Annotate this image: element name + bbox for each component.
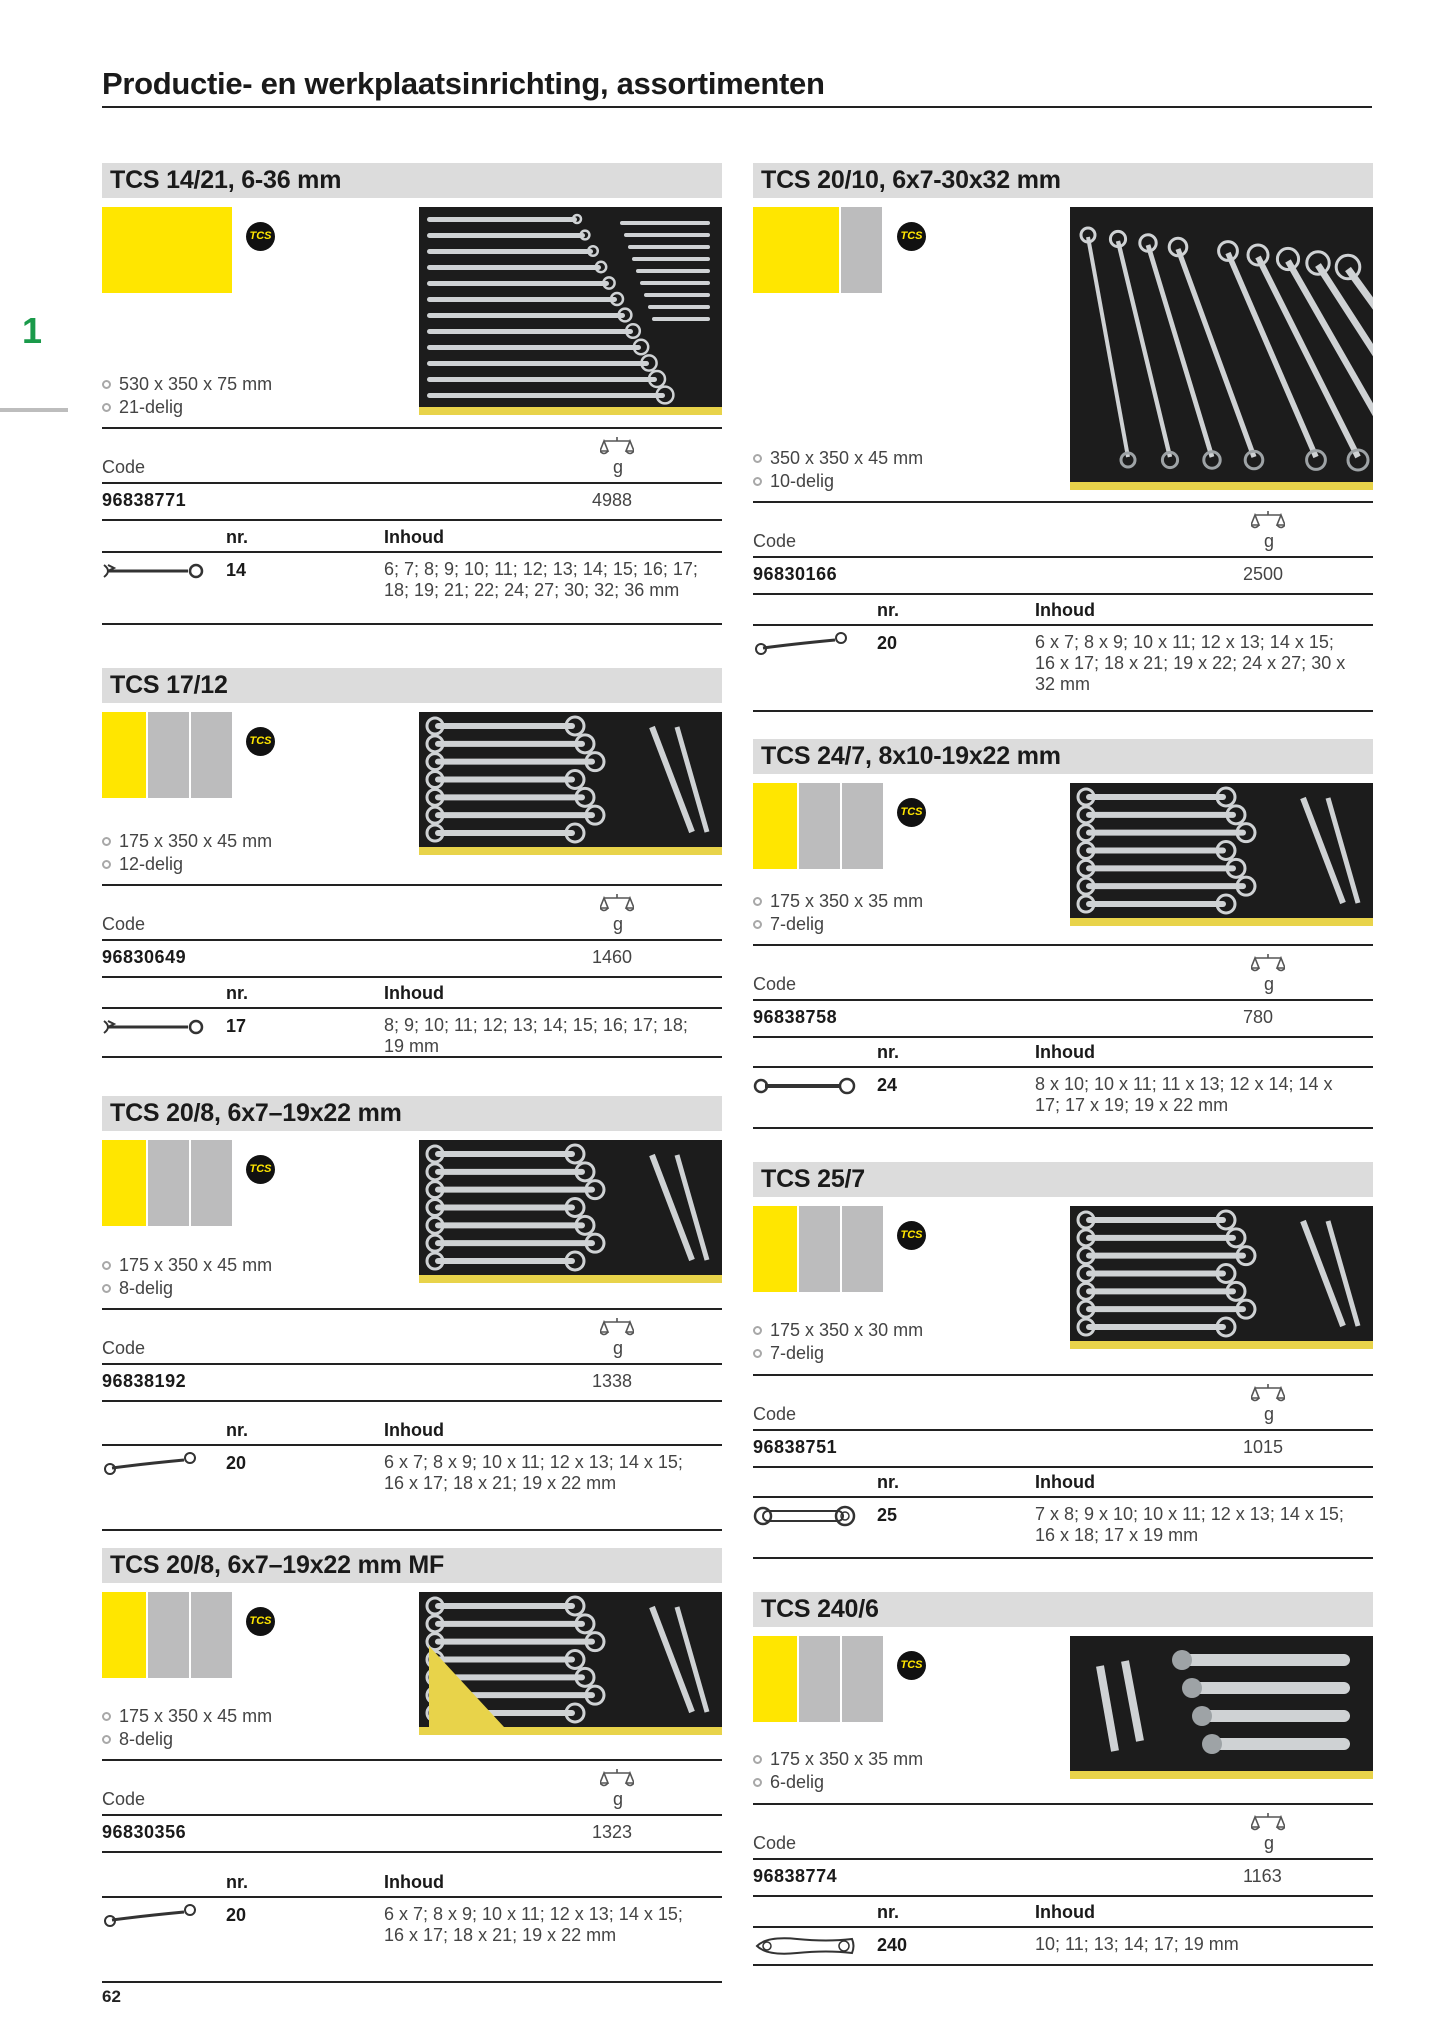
product-specs: [753, 1319, 923, 1365]
table-row: [753, 1001, 1373, 1038]
tcs-logo-icon: TCS: [246, 727, 275, 756]
code-label: Code: [102, 914, 146, 934]
table-row: [753, 558, 1373, 595]
color-swatch-gray: [839, 207, 882, 293]
weight-value: 1323: [592, 1822, 633, 1842]
article-code: 96830356: [102, 1822, 187, 1842]
code-table: [102, 427, 722, 521]
tool-number: 20: [226, 1905, 247, 1925]
contents-table: [753, 1040, 1373, 1129]
contents-table: [102, 1418, 722, 1531]
weight-value: 1460: [592, 947, 633, 967]
double-ring-wrench-icon: [102, 1904, 206, 1928]
section-title: TCS 14/21, 6-36 mm: [102, 163, 722, 198]
part-count: 7-delig: [770, 1343, 825, 1363]
color-swatch-gray: [189, 1140, 232, 1226]
color-swatches: [753, 783, 883, 869]
product-specs: [102, 373, 272, 419]
code-table: [753, 501, 1373, 595]
combination-wrench-icon: [102, 559, 206, 583]
article-code: 96830166: [753, 564, 838, 584]
part-count: 10-delig: [770, 471, 835, 491]
bullet-icon: [753, 1778, 762, 1787]
bullet-icon: [102, 403, 111, 412]
section-title: TCS 24/7, 8x10-19x22 mm: [753, 739, 1373, 774]
bullet-icon: [753, 1349, 762, 1358]
part-count: 21-delig: [119, 397, 184, 417]
part-count: 6-delig: [770, 1772, 825, 1792]
bullet-icon: [753, 897, 762, 906]
code-table: [753, 1803, 1373, 1897]
color-swatch-yellow: [753, 1206, 797, 1292]
contents-sizes: 6 x 7; 8 x 9; 10 x 11; 12 x 13; 14 x 15; 16 x 17; 18 x 21; 19 x 22 mm: [384, 1904, 683, 1945]
weight-value: 1015: [1243, 1437, 1284, 1457]
table-row: [102, 1365, 722, 1402]
tcs-logo-icon: TCS: [246, 1607, 275, 1636]
tool-number: 14: [226, 560, 247, 580]
tcs-logo-icon: TCS: [246, 222, 275, 251]
product-specs: [753, 1748, 923, 1794]
product-specs: [753, 890, 923, 936]
product-specs: [753, 447, 923, 493]
bullet-icon: [102, 837, 111, 846]
product-section: [102, 668, 722, 913]
code-label: Code: [753, 1833, 797, 1853]
section-title: TCS 20/8, 6x7–19x22 mm MF: [102, 1548, 722, 1583]
tool-number: 25: [877, 1505, 898, 1525]
section-title: TCS 25/7: [753, 1162, 1373, 1197]
ratchet-spanner-icon: [753, 1934, 857, 1958]
weight-unit: g: [613, 914, 624, 934]
color-swatch-gray: [189, 712, 232, 798]
product-section: [753, 163, 1373, 528]
code-table: [753, 944, 1373, 1038]
bullet-icon: [102, 860, 111, 869]
color-swatches: [102, 207, 232, 293]
section-title: TCS 240/6: [753, 1592, 1373, 1627]
article-code: 96838751: [753, 1437, 838, 1457]
bullet-icon: [102, 1712, 111, 1721]
color-swatch-gray: [146, 1592, 189, 1678]
ratchet-ring-wrench-icon: [753, 1504, 857, 1528]
dimensions: 175 x 350 x 35 mm: [770, 891, 924, 911]
section-title: TCS 20/8, 6x7–19x22 mm: [102, 1096, 722, 1131]
color-swatches: [102, 712, 232, 798]
bullet-icon: [753, 454, 762, 463]
color-swatch-yellow: [102, 712, 146, 798]
table-row: [753, 626, 1373, 712]
bullet-icon: [102, 1284, 111, 1293]
contents-header: Inhoud: [1035, 600, 1095, 620]
bullet-icon: [753, 477, 762, 486]
color-swatch-gray: [840, 783, 883, 869]
part-count: 12-delig: [119, 854, 184, 874]
weight-value: 2500: [1243, 564, 1284, 584]
color-swatch-gray: [797, 1206, 840, 1292]
code-label: Code: [102, 1338, 146, 1358]
table-row: [102, 1009, 722, 1058]
table-row: [102, 1816, 722, 1853]
part-count: 8-delig: [119, 1278, 174, 1298]
product-section: [102, 1096, 722, 1344]
weight-unit: g: [613, 457, 624, 477]
code-label: Code: [102, 457, 146, 477]
dimensions: 175 x 350 x 35 mm: [770, 1749, 924, 1769]
weight-scale-icon: [1251, 1811, 1285, 1833]
weight-value: 780: [1243, 1007, 1274, 1027]
article-code: 96830649: [102, 947, 187, 967]
dimensions: 530 x 350 x 75 mm: [119, 374, 273, 394]
contents-header: Inhoud: [1035, 1472, 1095, 1492]
weight-scale-icon: [600, 1767, 634, 1789]
color-swatch-yellow: [753, 783, 797, 869]
dimensions: 350 x 350 x 45 mm: [770, 448, 924, 468]
code-label: Code: [753, 531, 797, 551]
chapter-marker: [0, 408, 68, 412]
contents-table: [753, 598, 1373, 712]
contents-table: [102, 1870, 722, 1983]
contents-header: Inhoud: [384, 527, 444, 547]
code-table: [102, 1759, 722, 1853]
tool-number: 20: [226, 1453, 247, 1473]
color-swatches: [753, 207, 882, 293]
product-photo: [419, 1592, 722, 1735]
part-count: 8-delig: [119, 1729, 174, 1749]
product-photo: [419, 712, 722, 855]
table-row: [102, 553, 722, 625]
product-photo: [419, 207, 722, 415]
weight-unit: g: [1264, 531, 1275, 551]
color-swatch-gray: [840, 1206, 883, 1292]
color-swatch-yellow: [102, 1140, 146, 1226]
color-swatch-yellow: [753, 1636, 797, 1722]
section-title: TCS 20/10, 6x7-30x32 mm: [753, 163, 1373, 198]
weight-scale-icon: [600, 1316, 634, 1338]
bullet-icon: [753, 1326, 762, 1335]
bullet-icon: [102, 380, 111, 389]
color-swatch-gray: [189, 1592, 232, 1678]
chapter-number: 1: [22, 310, 43, 351]
weight-scale-icon: [1251, 952, 1285, 974]
tcs-logo-icon: TCS: [897, 1651, 926, 1680]
nr-header: nr.: [226, 1420, 249, 1440]
contents-header: Inhoud: [384, 1420, 444, 1440]
contents-table: [753, 1470, 1373, 1559]
bullet-icon: [102, 1735, 111, 1744]
table-row: [753, 1928, 1373, 1966]
color-swatch-gray: [797, 783, 840, 869]
page-number: 62: [102, 1987, 121, 2006]
dimensions: 175 x 350 x 45 mm: [119, 1706, 273, 1726]
dimensions: 175 x 350 x 30 mm: [770, 1320, 924, 1340]
tool-number: 20: [877, 633, 898, 653]
tool-number: 24: [877, 1075, 898, 1095]
contents-header: Inhoud: [1035, 1042, 1095, 1062]
tcs-logo-icon: TCS: [897, 222, 926, 251]
code-table: [102, 884, 722, 978]
product-specs: [102, 1254, 272, 1300]
contents-sizes: 6 x 7; 8 x 9; 10 x 11; 12 x 13; 14 x 15; 16 x 17; 18 x 21; 19 x 22; 24 x 27; 30 x 32 mm: [1035, 632, 1346, 694]
tool-number: 17: [226, 1016, 247, 1036]
table-row: [102, 1898, 722, 1983]
code-label: Code: [753, 974, 797, 994]
color-swatch-gray: [840, 1636, 883, 1722]
table-row: [102, 941, 722, 978]
contents-table: [102, 525, 722, 625]
article-code: 96838758: [753, 1007, 838, 1027]
bullet-icon: [753, 920, 762, 929]
product-photo: [1070, 207, 1373, 490]
ring-wrench-icon: [753, 1074, 857, 1098]
code-table: [102, 1308, 722, 1402]
weight-scale-icon: [600, 892, 634, 914]
weight-unit: g: [613, 1789, 624, 1809]
table-row: [102, 484, 722, 521]
nr-header: nr.: [226, 983, 249, 1003]
tcs-logo-icon: TCS: [246, 1155, 275, 1184]
color-swatches: [753, 1206, 883, 1292]
dimensions: 175 x 350 x 45 mm: [119, 1255, 273, 1275]
double-ring-wrench-icon: [102, 1452, 206, 1476]
product-section: [102, 163, 722, 453]
color-swatch-yellow: [102, 1592, 146, 1678]
table-row: [753, 1431, 1373, 1468]
contents-header: Inhoud: [384, 983, 444, 1003]
nr-header: nr.: [226, 1872, 249, 1892]
contents-header: Inhoud: [384, 1872, 444, 1892]
bullet-icon: [102, 1261, 111, 1270]
dimensions: 175 x 350 x 45 mm: [119, 831, 273, 851]
color-swatch-yellow: [753, 207, 839, 293]
code-label: Code: [102, 1789, 146, 1809]
color-swatch-gray: [146, 1140, 189, 1226]
table-row: [753, 1068, 1373, 1129]
article-code: 96838192: [102, 1371, 187, 1391]
nr-header: nr.: [877, 1902, 900, 1922]
weight-unit: g: [1264, 974, 1275, 994]
combination-wrench-icon: [102, 1015, 206, 1039]
weight-scale-icon: [600, 435, 634, 457]
nr-header: nr.: [226, 527, 249, 547]
tcs-logo-icon: TCS: [897, 798, 926, 827]
contents-sizes: 8 x 10; 10 x 11; 11 x 13; 12 x 14; 14 x 17; 17 x 19; 19 x 22 mm: [1035, 1074, 1333, 1115]
part-count: 7-delig: [770, 914, 825, 934]
product-photo: [1070, 1206, 1373, 1349]
nr-header: nr.: [877, 1472, 900, 1492]
product-specs: [102, 1705, 272, 1751]
product-photo: [1070, 1636, 1373, 1779]
bullet-icon: [753, 1755, 762, 1764]
product-section: [753, 1162, 1373, 1410]
weight-unit: g: [1264, 1404, 1275, 1424]
weight-value: 1338: [592, 1371, 633, 1391]
contents-sizes: 7 x 8; 9 x 10; 10 x 11; 12 x 13; 14 x 15; 16 x 18; 17 x 19 mm: [1035, 1504, 1344, 1545]
table-row: [753, 1498, 1373, 1559]
product-photo: [419, 1140, 722, 1283]
color-swatches: [102, 1140, 232, 1226]
product-photo: [1070, 783, 1373, 926]
code-table: [753, 1374, 1373, 1468]
weight-unit: g: [613, 1338, 624, 1358]
tcs-logo-icon: TCS: [897, 1221, 926, 1250]
color-swatches: [753, 1636, 883, 1722]
article-code: 96838771: [102, 490, 187, 510]
nr-header: nr.: [877, 600, 900, 620]
contents-sizes: 8; 9; 10; 11; 12; 13; 14; 15; 16; 17; 18; 19 mm: [384, 1015, 688, 1056]
tool-number: 240: [877, 1935, 908, 1955]
contents-table: [102, 981, 722, 1058]
weight-scale-icon: [1251, 1382, 1285, 1404]
weight-value: 1163: [1243, 1866, 1282, 1886]
section-title: TCS 17/12: [102, 668, 722, 703]
table-row: [753, 1860, 1373, 1897]
weight-unit: g: [1264, 1833, 1275, 1853]
code-label: Code: [753, 1404, 797, 1424]
color-swatch-gray: [797, 1636, 840, 1722]
contents-sizes: 6 x 7; 8 x 9; 10 x 11; 12 x 13; 14 x 15; 16 x 17; 18 x 21; 19 x 22 mm: [384, 1452, 683, 1493]
product-specs: [102, 830, 272, 876]
color-swatch-yellow: [102, 207, 232, 293]
weight-scale-icon: [1251, 509, 1285, 531]
color-swatches: [102, 1592, 232, 1678]
weight-value: 4988: [592, 490, 633, 510]
contents-sizes: 10; 11; 13; 14; 17; 19 mm: [1035, 1934, 1239, 1954]
contents-header: Inhoud: [1035, 1902, 1095, 1922]
article-code: 96838774: [753, 1866, 838, 1886]
double-ring-wrench-icon: [753, 632, 857, 656]
contents-sizes: 6; 7; 8; 9; 10; 11; 12; 13; 14; 15; 16; 17; 18; 19; 21; 22; 24; 27; 30; 32; 36 mm: [384, 559, 698, 600]
page-title: Productie- en werkplaatsinrichting, assortimenten: [102, 66, 1372, 108]
nr-header: nr.: [877, 1042, 900, 1062]
color-swatch-gray: [146, 712, 189, 798]
table-row: [102, 1446, 722, 1531]
contents-table: [753, 1900, 1373, 1966]
